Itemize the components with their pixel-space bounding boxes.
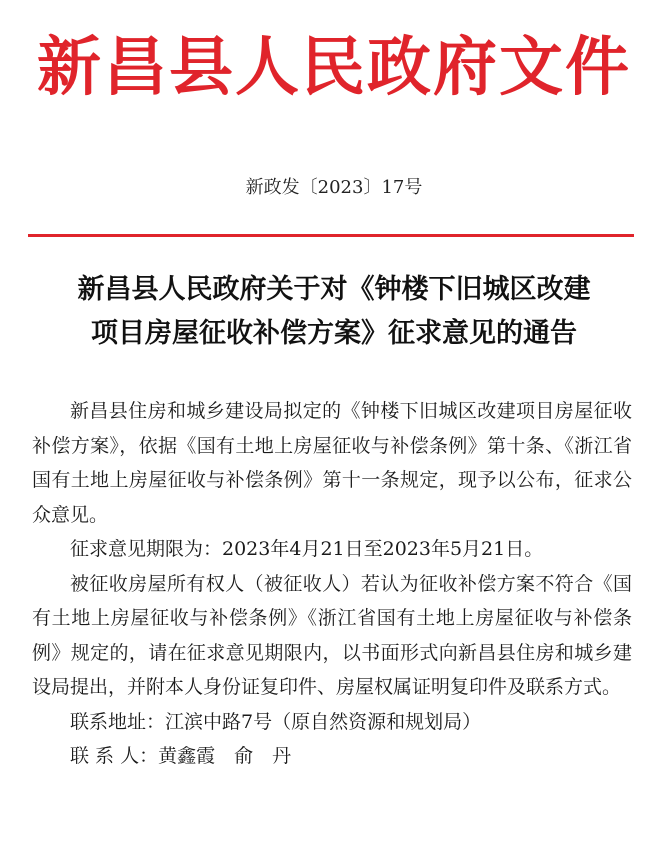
document-header-title: 新昌县人民政府文件 xyxy=(37,31,631,105)
contact-address-label: 联系地址： xyxy=(70,710,166,733)
notice-title-line-1: 新昌县人民政府关于对《钟楼下旧城区改建 xyxy=(77,274,591,305)
contact-person-value: 黄鑫霞 俞 丹 xyxy=(158,745,292,767)
notice-body xyxy=(32,394,632,774)
contact-address-value: 江滨中路7号（原自然资源和规划局） xyxy=(165,710,482,733)
body-paragraph-2: 征求意见期限为：2023年4月21日至2023年5月21日。 xyxy=(70,538,544,560)
red-divider-line xyxy=(28,234,634,237)
document-number: 新政发〔2023〕17号 xyxy=(245,177,423,198)
body-paragraph-1: 新昌县住房和城乡建设局拟定的《钟楼下旧城区改建项目房屋征收补偿方案》，依据《国有土地上房屋征收与补偿条例》第十条、《浙江省国有土地上房屋征收与补偿条例》第十一条规定，现予以公布，征求公众意见。 xyxy=(32,400,632,526)
contact-person xyxy=(32,739,632,774)
notice-title-line-2: 项目房屋征收补偿方案》征求意见的通告 xyxy=(91,318,577,349)
notice-title xyxy=(30,268,638,356)
contact-person-label: 联 系 人： xyxy=(70,745,159,767)
contact-address xyxy=(32,705,632,740)
body-paragraph-3: 被征收房屋所有权人（被征收人）若认为征收补偿方案不符合《国有土地上房屋征收与补偿条例》《浙江省国有土地上房屋征收与补偿条例》规定的，请在征求意见期限内，以书面形式向新昌县住房和城乡建设局提出，并附本人身份证复印件、房屋权属证明复印件及联系方式。 xyxy=(32,572,632,698)
